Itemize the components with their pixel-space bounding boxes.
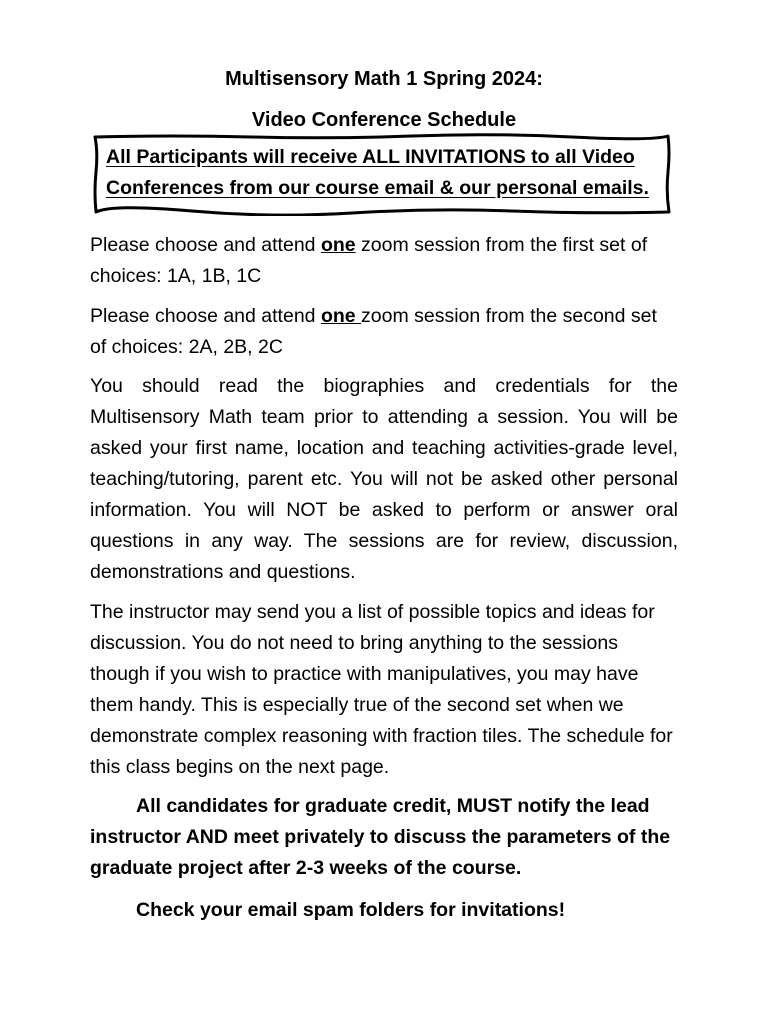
p2-text-before: Please choose and attend	[90, 305, 321, 327]
p1-emphasis: one	[320, 234, 356, 256]
spam-folder-notice: Check your email spam folders for invitations!	[136, 899, 566, 921]
instructor-topics-paragraph: The instructor may send you a list of possible topics and ideas for discussion. You do not need to bring anything to the sessions though if you wish to practice with manipulatives, you may have them handy. This is especially true of the second set when we demonstrate complex reasoning with fraction tiles. The schedule for this class begins on the next page.	[90, 601, 673, 778]
second-session-instruction	[90, 301, 678, 363]
page-title: Multisensory Math 1 Spring 2024:	[225, 68, 543, 90]
p2-emphasis: one	[320, 305, 362, 327]
page-subtitle: Video Conference Schedule	[251, 109, 517, 131]
p2-text-after: zoom session from the second set of choices: 2A, 2B, 2C	[90, 305, 657, 358]
notice-line-1: All Participants will receive ALL INVITATIONS to all Video	[106, 146, 635, 168]
p1-text-after: zoom session from the first set of choices: 1A, 1B, 1C	[90, 234, 648, 287]
invitation-notice-text	[106, 142, 666, 204]
invitation-notice-box	[92, 132, 672, 216]
preparation-paragraph: You should read the biographies and credentials for the Multisensory Math team prior to attending a session. You will be asked your first name, location and teaching activities-grade level, teaching/tutoring, parent etc. You will not be asked other personal information. You will NOT be asked to perform or answer oral questions in any way. The sessions are for review, discussion, demonstrations and questions.	[90, 375, 678, 583]
first-session-instruction	[90, 230, 678, 292]
p1-text-before: Please choose and attend	[90, 234, 321, 256]
graduate-credit-notice: All candidates for graduate credit, MUST notify the lead instructor AND meet privately to discuss the parameters of the graduate project after 2-3 weeks of the course.	[90, 795, 671, 879]
notice-line-2: Conferences from our course email & our personal emails.	[106, 177, 649, 199]
